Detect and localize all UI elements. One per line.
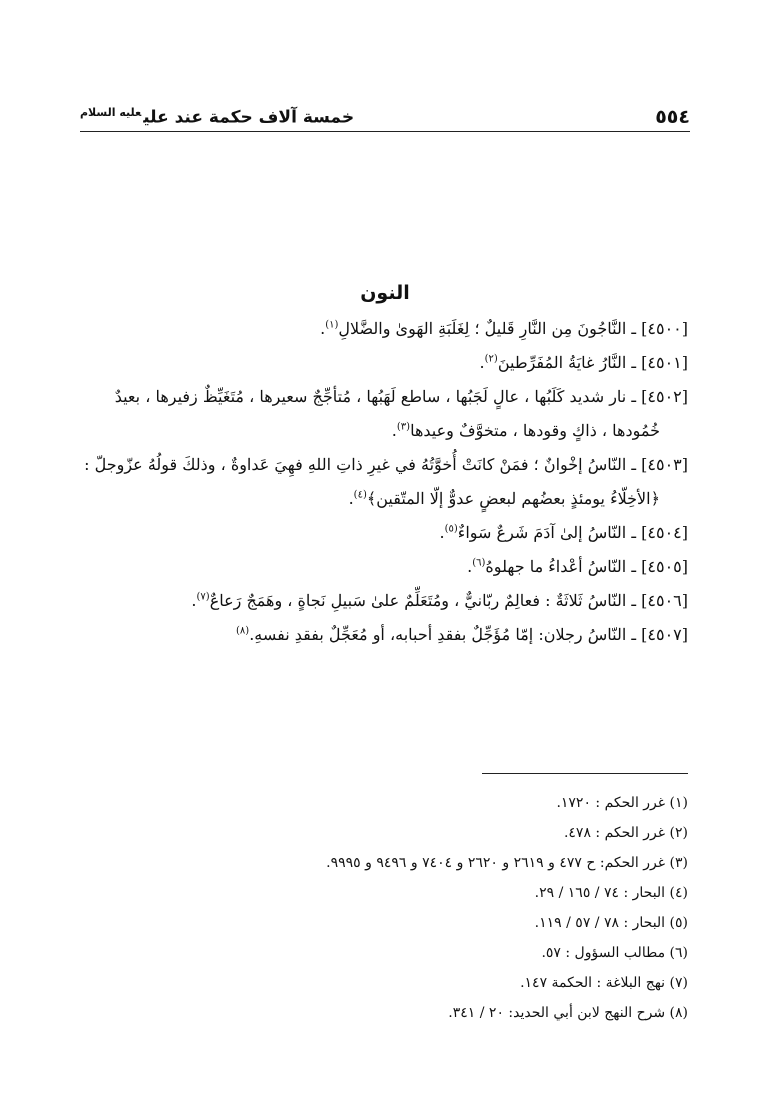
footnote-ref: (٢)	[484, 353, 498, 365]
footnote-1: (١) غرر الحكم : ١٧٢٠.	[556, 795, 688, 811]
page-number: ٥٥٤	[655, 106, 690, 128]
entry-4503	[82, 448, 688, 516]
footnote-3: (٣) غرر الحكم: ح ٤٧٧ و ٢٦١٩ و ٢٦٢٠ و ٧٤٠٤ و ٩٤٩٦ و ٩٩٩٥.	[326, 855, 688, 871]
footnote-5: (٥) البحار : ٧٨ / ٥٧ / ١١٩.	[534, 915, 688, 931]
entries-list	[82, 312, 688, 652]
footnote-4: (٤) البحار : ٧٤ / ١٦٥ / ٢٩.	[534, 885, 688, 901]
entry-text: ـ النّاسُ رجلان: إمّا مُؤَجِّلٌ بفقدِ أحبابه، أو مُعَجِّلٌ بفقدِ نفسهِ.	[249, 625, 637, 644]
entry-text-line2: خُمُودها ، ذاكٍ وقودها ، متخوَّفٌ وعيدها	[410, 421, 660, 440]
entry-text: ـ النّاسُ إلىٰ آدَمَ شَرعٌ سَواءٌ	[457, 523, 637, 542]
entry-end: .	[391, 421, 397, 440]
book-title	[80, 106, 354, 128]
entry-end: .	[467, 557, 473, 576]
footnote-ref: (٦)	[472, 557, 486, 569]
entry-number: [٤٥٠٦]	[641, 591, 688, 610]
entry-end: .	[479, 353, 485, 372]
honorific-mark: عليه السلام	[80, 106, 142, 120]
entry-number: [٤٥٠٣]	[641, 455, 688, 474]
entry-number: [٤٥٠٤]	[641, 523, 688, 542]
footnote-6: (٦) مطالب السؤول : ٥٧.	[541, 945, 688, 961]
section-title: النون	[360, 282, 410, 304]
entry-number: [٤٥٠١]	[641, 353, 688, 372]
entry-4505	[82, 550, 688, 584]
entry-4500	[82, 312, 688, 346]
entry-4501	[82, 346, 688, 380]
entry-4504	[82, 516, 688, 550]
quran-verse: ﴿الأخِلّاءُ يومئذٍ بعضُهم لبعضٍ عدوٌّ إلّا المتّقين﴾	[366, 489, 660, 508]
footnote-ref: (٨)	[236, 625, 250, 637]
entry-end: .	[191, 591, 197, 610]
entry-number: [٤٥٠٧]	[641, 625, 688, 644]
book-title-text: خمسة آلاف حكمة عند علي	[143, 108, 355, 128]
footnote-ref: (٧)	[196, 591, 210, 603]
entry-text-continued	[82, 482, 688, 516]
entry-text-continued	[82, 414, 688, 448]
footnote-rule	[482, 773, 688, 774]
footnote-ref: (٥)	[444, 523, 458, 535]
footnote-2: (٢) غرر الحكم : ٤٧٨.	[563, 825, 688, 841]
footnote-ref: (٣)	[396, 421, 411, 433]
entry-4506	[82, 584, 688, 618]
footnote-ref: (١)	[325, 319, 339, 331]
entry-4502	[82, 380, 688, 448]
entry-end: .	[348, 489, 354, 508]
entry-text: ـ النَّارُ غايَةُ المُفَرِّطينَ	[497, 353, 637, 372]
entry-number: [٤٥٠٥]	[641, 557, 688, 576]
entry-4507	[82, 618, 688, 652]
header-rule	[80, 131, 690, 132]
entry-text: ـ النَّاجُونَ مِن النَّارِ قَليلٌ ؛ لِغَلَبَةِ الهَوىٰ والضَّلالِ	[338, 319, 637, 338]
footnotes-list	[82, 788, 688, 1028]
entry-end: .	[320, 319, 326, 338]
footnote-7: (٧) نهج البلاغة : الحكمة ١٤٧.	[520, 975, 688, 991]
entry-number: [٤٥٠٢]	[641, 387, 688, 406]
page-header	[80, 92, 690, 128]
entry-text: ـ النّاسُ ثَلاثَةٌ : فعالِمٌ ربّانيٌّ ، ومُتَعَلِّمٌ علىٰ سَبيلِ نَجاةٍ ، وهَمَجٌ رَعاعٌ	[209, 591, 637, 610]
entry-end: .	[439, 523, 445, 542]
entry-text: ـ النّاسُ إخْوانٌ ؛ فمَنْ كانَتْ أُخوَّتُهُ في غيرِ ذاتِ اللهِ فهِيَ عَداوةٌ ، وذلكَ قولُهُ عزّوجلّ :	[84, 455, 637, 474]
entry-text: ـ النّاسُ أعْداءُ ما جهلوهُ	[485, 557, 637, 576]
footnote-ref: (٤)	[353, 489, 367, 501]
entry-number: [٤٥٠٠]	[641, 319, 688, 338]
footnote-8: (٨) شرح النهج لابن أبي الحديد: ٢٠ / ٣٤١.	[448, 1005, 688, 1021]
entry-text: ـ نار شديد كَلَبُها ، عالٍ لَجَبُها ، ساطع لَهَبُها ، مُتأجِّجٌ سعيرها ، مُتَغَيِّظٌ زفيرها ، بعيدٌ	[114, 387, 637, 406]
